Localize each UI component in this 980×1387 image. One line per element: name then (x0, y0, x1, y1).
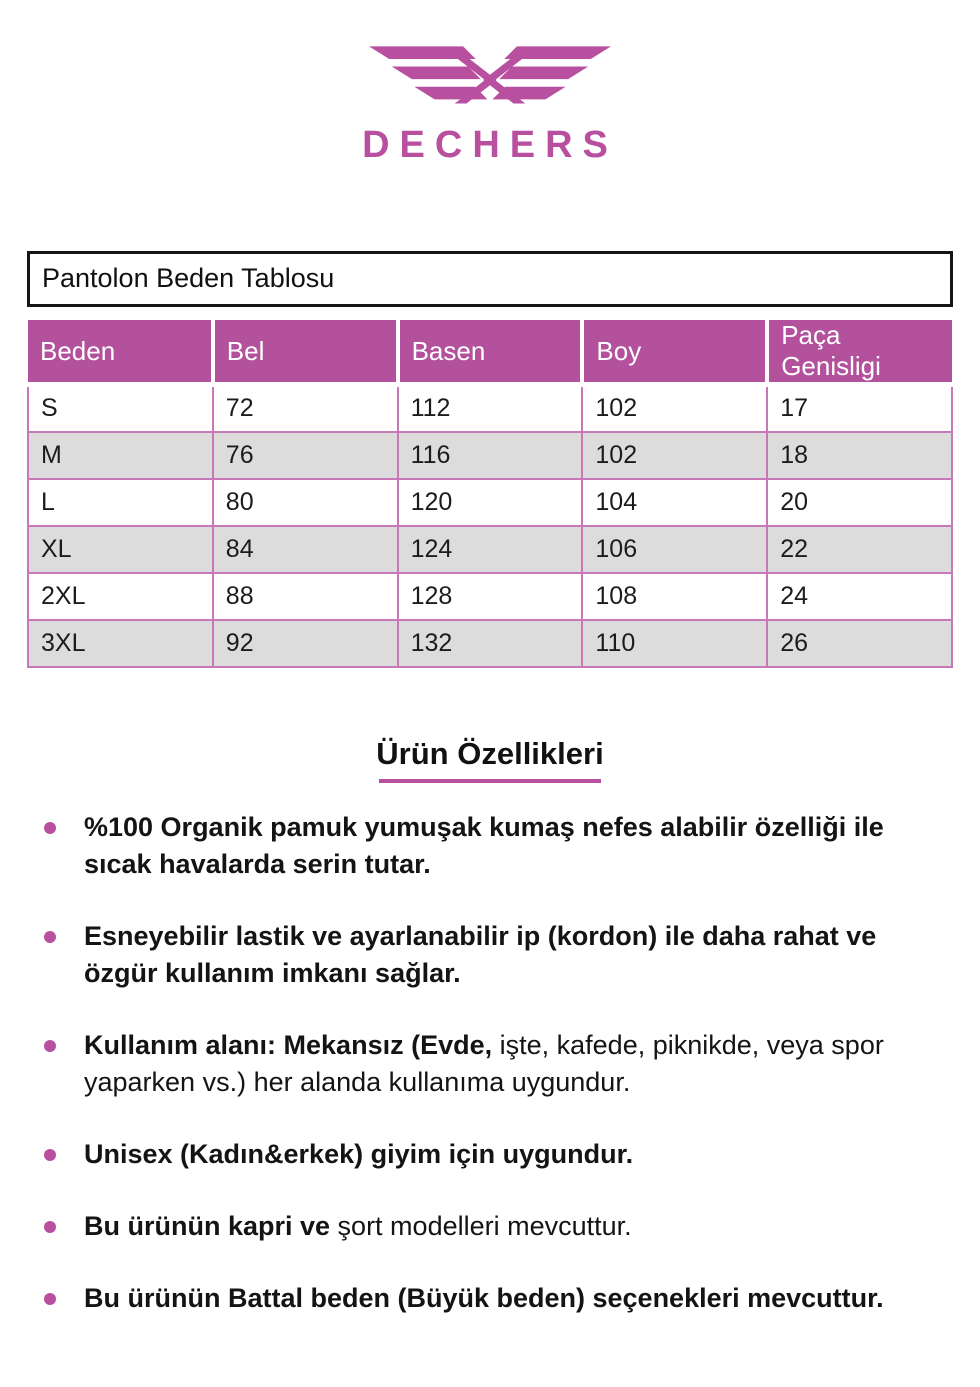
size-table-body (28, 385, 952, 667)
table-cell: 22 (767, 526, 952, 573)
feature-text: %100 Organik pamuk yumuşak kumaş nefes alabilir özelliği ile sıcak havalarda serin tutar. (84, 811, 884, 879)
table-cell: 72 (213, 385, 398, 432)
bullet-icon (44, 1149, 56, 1161)
table-cell: 2XL (28, 573, 213, 620)
table-cell: 80 (213, 479, 398, 526)
table-cell: 124 (398, 526, 583, 573)
list-item (44, 918, 940, 992)
table-row (28, 526, 952, 573)
table-row (28, 432, 952, 479)
table-cell: 132 (398, 620, 583, 667)
table-row (28, 385, 952, 432)
features-heading: Ürün Özellikleri (376, 735, 604, 771)
table-cell: XL (28, 526, 213, 573)
table-cell: 106 (582, 526, 767, 573)
table-cell: L (28, 479, 213, 526)
table-cell: 26 (767, 620, 952, 667)
column-header: Basen (398, 320, 583, 385)
brand-name: DECHERS (362, 124, 618, 166)
column-header: Bel (213, 320, 398, 385)
feature-text: Kullanım alanı: Mekansız (Evde, işte, kafede, piknikde, veya spor yaparken vs.) her alanda kullanıma uygundur. (84, 1029, 884, 1097)
feature-text: Unisex (Kadın&erkek) giyim için uygundur. (84, 1138, 634, 1169)
table-cell: 84 (213, 526, 398, 573)
size-table-header-row (28, 320, 952, 385)
table-cell: 104 (582, 479, 767, 526)
table-cell: 18 (767, 432, 952, 479)
table-cell: 20 (767, 479, 952, 526)
list-item (44, 1208, 940, 1245)
table-cell: 102 (582, 385, 767, 432)
table-cell: 3XL (28, 620, 213, 667)
table-cell: 24 (767, 573, 952, 620)
table-row (28, 573, 952, 620)
bullet-icon (44, 931, 56, 943)
feature-text: Bu ürünün Battal beden (Büyük beden) seçenekleri mevcuttur. (84, 1282, 884, 1313)
table-cell: 120 (398, 479, 583, 526)
table-cell: 116 (398, 432, 583, 479)
list-item (44, 1280, 940, 1317)
table-cell: 112 (398, 385, 583, 432)
size-chart-title: Pantolon Beden Tablosu (27, 251, 953, 307)
table-cell: 88 (213, 573, 398, 620)
bullet-icon (44, 1221, 56, 1233)
list-item (44, 1027, 940, 1101)
bullet-icon (44, 1040, 56, 1052)
table-cell: S (28, 385, 213, 432)
table-cell: 108 (582, 573, 767, 620)
heading-underline (379, 779, 601, 783)
table-row (28, 479, 952, 526)
list-item (44, 809, 940, 883)
table-cell: 92 (213, 620, 398, 667)
table-cell: 17 (767, 385, 952, 432)
column-header: Boy (582, 320, 767, 385)
bullet-icon (44, 822, 56, 834)
table-cell: M (28, 432, 213, 479)
feature-text: Bu ürünün kapri ve şort modelleri mevcuttur. (84, 1210, 632, 1241)
table-row (28, 620, 952, 667)
wings-logo-icon (352, 38, 628, 122)
table-cell: 76 (213, 432, 398, 479)
table-cell: 128 (398, 573, 583, 620)
column-header: Beden (28, 320, 213, 385)
bullet-icon (44, 1293, 56, 1305)
table-cell: 110 (582, 620, 767, 667)
size-table (27, 320, 953, 668)
brand-logo (0, 0, 980, 167)
list-item (44, 1136, 940, 1173)
table-cell: 102 (582, 432, 767, 479)
feature-list (44, 809, 940, 1317)
column-header: Paça Genisligi (767, 320, 952, 385)
feature-text: Esneyebilir lastik ve ayarlanabilir ip (kordon) ile daha rahat ve özgür kullanım imkanı sağlar. (84, 920, 877, 988)
